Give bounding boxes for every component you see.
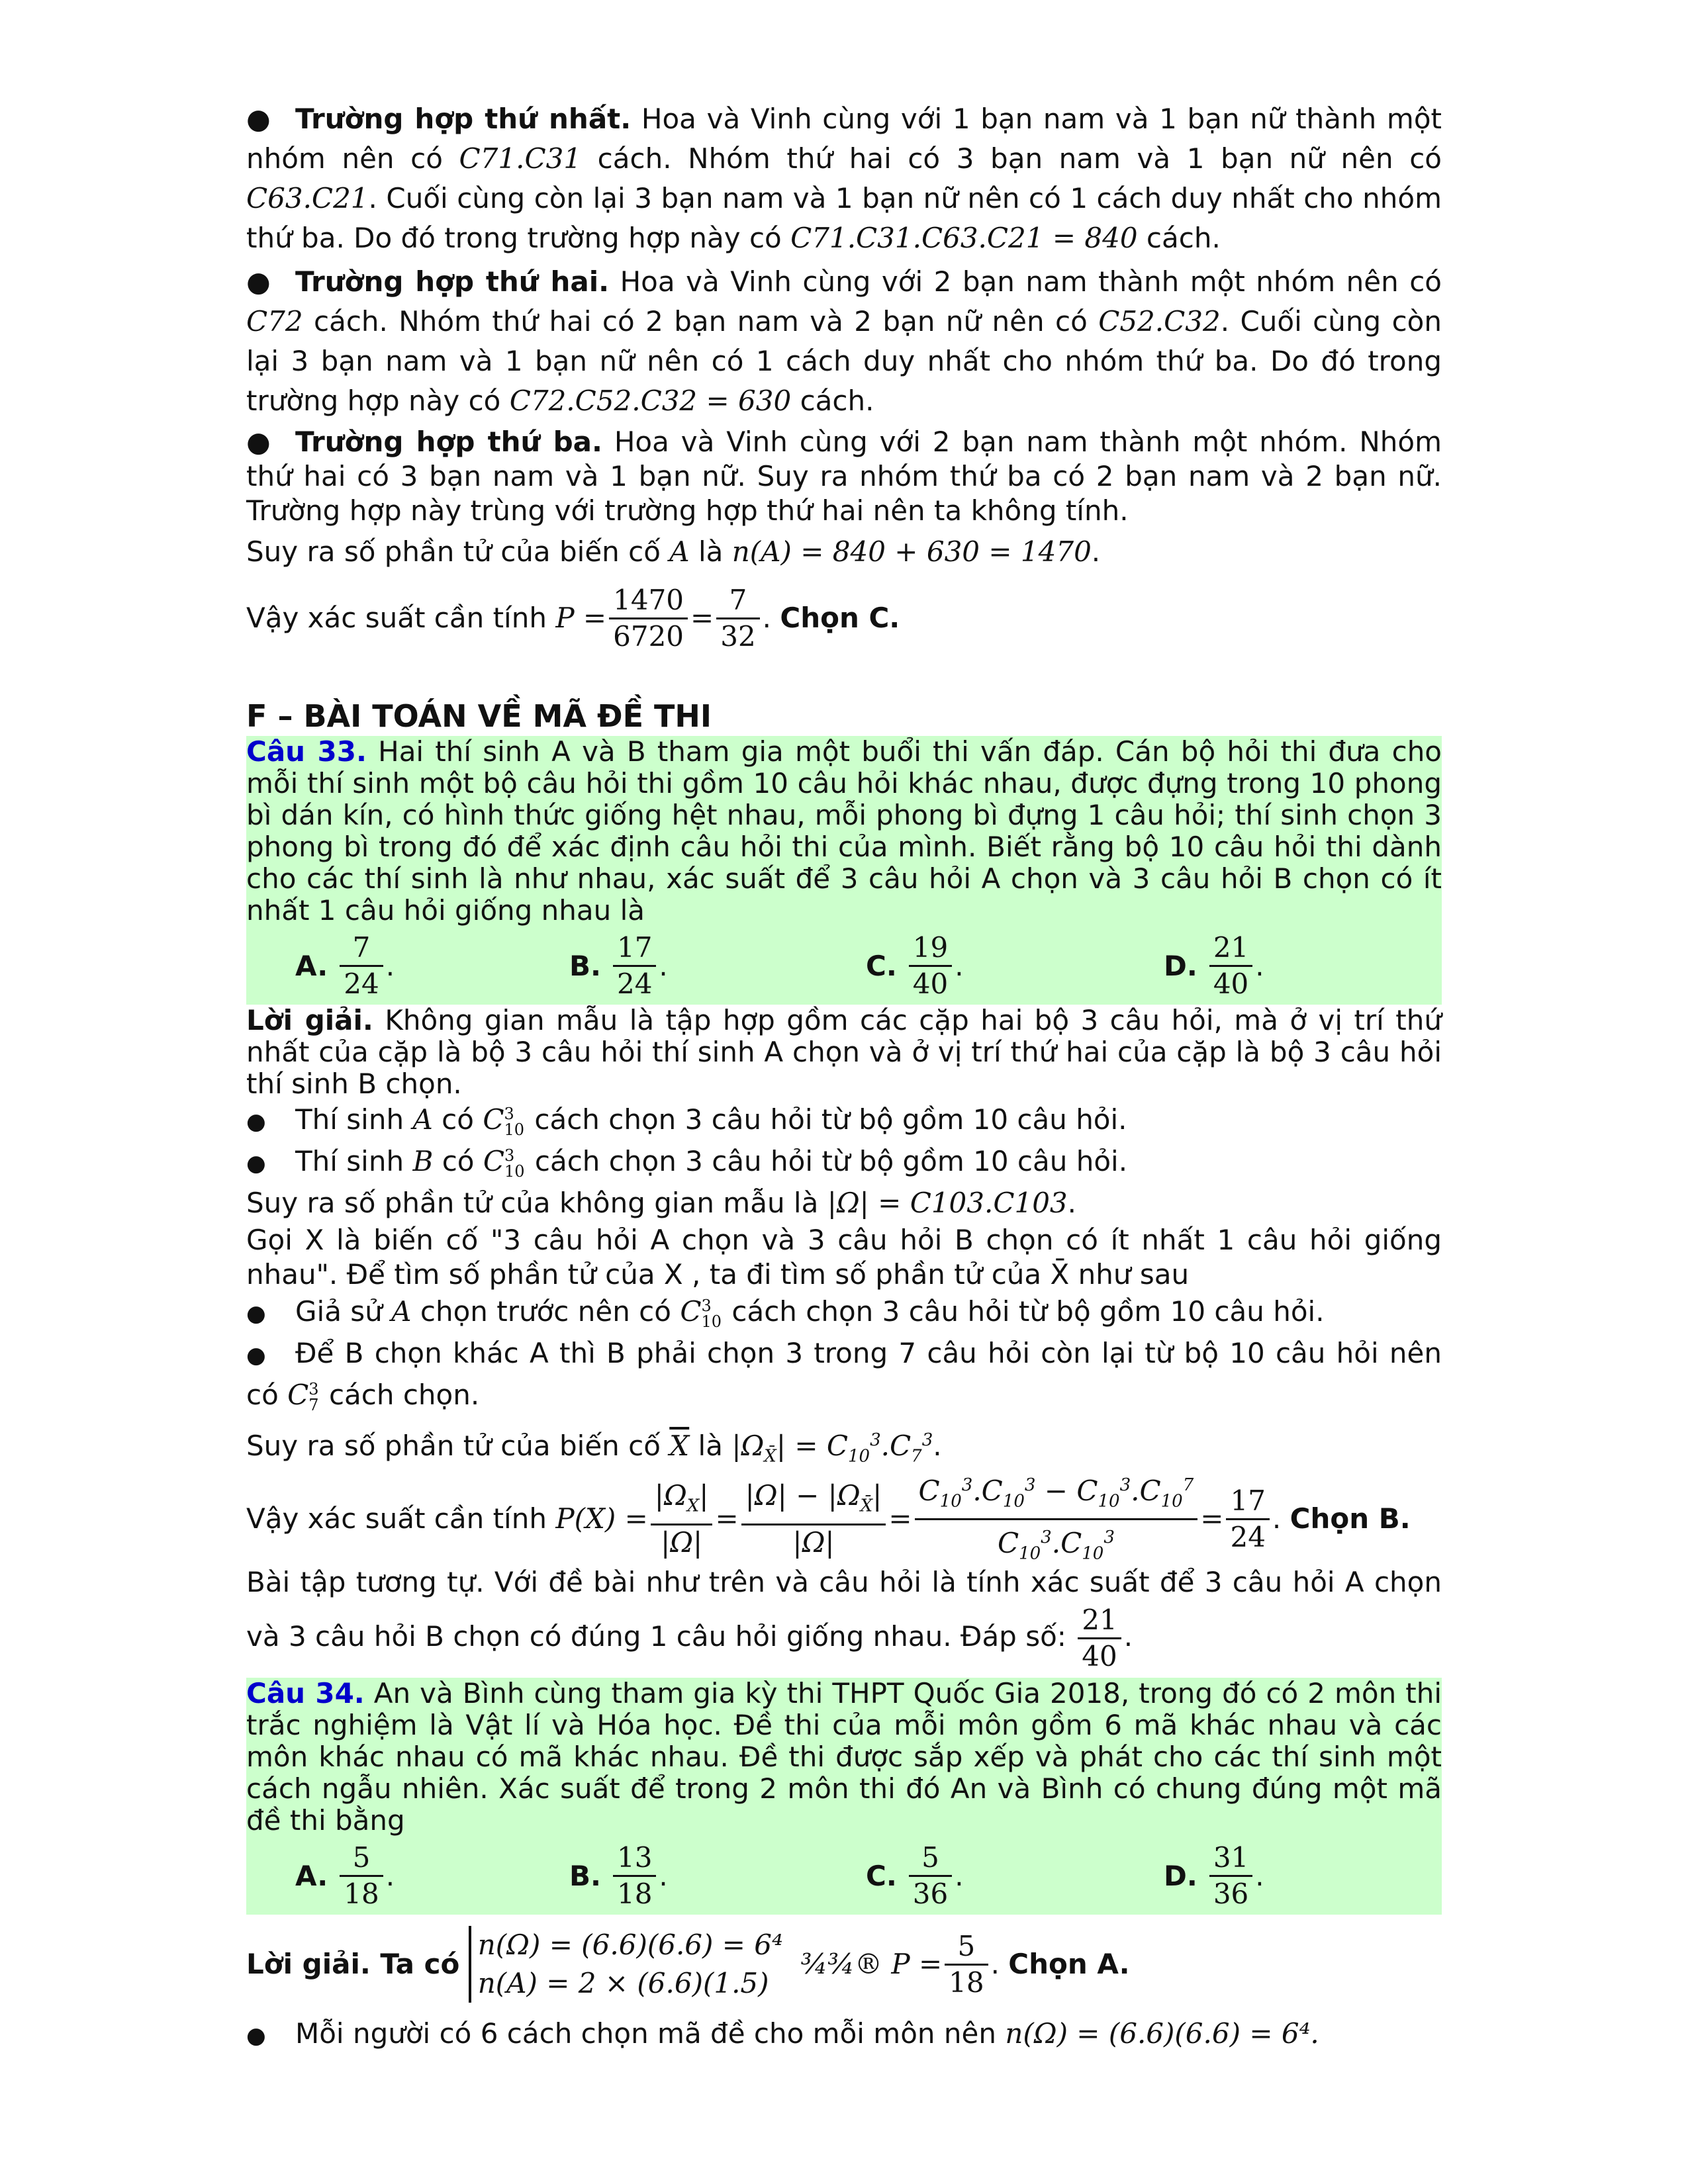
case-one-text-3: . Cuối cùng còn lại 3 bạn nam và 1 bạn nữ nên có 1 cách duy nhất cho nhóm thứ ba. Do đó trong trường hợp này có — [246, 182, 1442, 254]
event-x-text: Gọi X là biến cố "3 câu hỏi A chọn và 3 câu hỏi B chọn có ít nhất 1 câu hỏi giống nhau". Để tìm số phần tử của X , ta đi tìm số phần tử của X̄ như sau — [246, 1224, 1442, 1291]
fraction-denominator: 32 — [720, 619, 756, 653]
solution-34-line: Lời giải. Ta có n(Ω) = (6.6)(6.6) = 6⁴ n(A) = 2 × (6.6)(1.5) ¾¾® P = $\frac{5}{18}$ . Chọn A. — [246, 1915, 1442, 2014]
bullet-text: Để B chọn khác A thì B phải chọn 3 trong 7 câu hỏi còn lại từ bộ 10 câu hỏi nên có — [246, 1337, 1442, 1411]
event-var: A — [669, 535, 690, 568]
solution-33-bullet-2: ● Thí sinh B có C 3 10 cách chọn 3 câu hỏi từ bộ gồm 10 câu hỏi. — [246, 1142, 1442, 1183]
answer-a[interactable]: A. $\frac{5}{18}$ . — [295, 1841, 395, 1910]
case-three-text: Hoa và Vinh cùng với 2 bạn nam thành một nhóm. Nhóm thứ hai có 3 bạn nam và 1 bạn nữ. Suy ra nhóm thứ ba có 2 bạn nam và 2 bạn nữ. Trường hợp này trùng với trường hợp thứ hai nên ta không tính. — [246, 426, 1442, 527]
fraction-numerator: 7 — [340, 931, 383, 967]
sample-space-line: Suy ra số phần tử của không gian mẫu là |Ω| = C103.C103. — [246, 1187, 1077, 1219]
question-34-label: Câu 34. — [246, 1677, 365, 1710]
bullet-text: Giả sử — [295, 1295, 383, 1328]
probability-text: Vậy xác suất cần tính — [246, 1502, 547, 1535]
fraction-denominator: 36 — [912, 1877, 949, 1910]
bullet-var: B — [412, 1145, 434, 1177]
answer-letter: D. — [1164, 1859, 1197, 1892]
case-two-text-3: . Cuối cùng còn lại 3 bạn nam và 1 bạn nữ nên có 1 cách duy nhất cho nhóm thứ ba. Do đó trong trường hợp này có — [246, 305, 1442, 417]
bullet-var: A — [391, 1295, 412, 1328]
fraction-denominator: 40 — [1213, 967, 1249, 1000]
complement-mid: là — [698, 1430, 723, 1462]
answer-letter: C. — [866, 1859, 897, 1892]
case-three-title: Trường hợp thứ ba. — [295, 426, 602, 458]
fraction-denominator: 24 — [616, 967, 653, 1000]
case-two-text-2: cách. Nhóm thứ hai có 2 bạn nam và 2 bạn nữ nên có — [314, 305, 1088, 338]
fraction-denominator: 18 — [344, 1877, 379, 1910]
answer-letter: A. — [295, 1859, 328, 1892]
case-one-formula-1: C71.C31 — [459, 142, 582, 175]
fraction-numerator: 17 — [1226, 1484, 1269, 1520]
sample-space-text: Suy ra số phần tử của không gian mẫu là — [246, 1187, 819, 1219]
case-one-paragraph — [246, 99, 1442, 258]
solution-33-bullet-1: ● Thí sinh A có C 3 10 cách chọn 3 câu hỏi từ bộ gồm 10 câu hỏi. — [246, 1100, 1442, 1142]
question-33-answers — [246, 927, 1442, 1005]
question-33-text — [246, 736, 1442, 927]
question-33-body: Hai thí sinh A và B tham gia một buổi thi vấn đáp. Cán bộ hỏi thi đưa cho mỗi thí sinh một bộ câu hỏi thi gồm 10 câu hỏi khác nhau, được đựng trong 10 phong bì dán kín, có hình thức giống hệt nhau, mỗi phong bì đựng 1 câu hỏi; thí sinh chọn 3 phong bì trong đó để xác định câu hỏi thi của mình. Biết rằng bộ 10 câu hỏi thi dành cho các thí sinh là như nhau, xác suất để 3 câu hỏi A chọn và 3 câu hỏi B chọn có ít nhất 1 câu hỏi giống nhau là — [246, 735, 1442, 927]
equation-line-1: n(Ω) = (6.6)(6.6) = 6⁴ — [477, 1929, 783, 1962]
answer-c[interactable]: C. $\frac{5}{36}$ . — [866, 1841, 964, 1910]
bullet-icon: ● — [246, 1300, 266, 1327]
event-count-formula: n(A) = 840 + 630 = 1470 — [731, 535, 1092, 568]
event-x-definition — [246, 1223, 1442, 1292]
answer-letter: B. — [569, 949, 601, 982]
fraction-denominator: 18 — [949, 1966, 984, 1999]
case-two-text-4: cách. — [800, 385, 874, 417]
answer-letter: A. — [295, 949, 328, 982]
probability-line: Vậy xác suất cần tính P = $\frac{1470}{6720}$ = $\frac{7}{32}$ . Chọn C. — [246, 583, 900, 653]
solution-34-bullet-1 — [246, 2014, 1442, 2056]
fraction-denominator: 24 — [1230, 1520, 1266, 1553]
bullet-icon: ● — [246, 103, 271, 135]
question-34-text — [246, 1678, 1442, 1837]
case-two-formula-3: C72.C52.C32 = 630 — [509, 385, 792, 417]
bullet-text: có — [442, 1145, 475, 1177]
answer-d[interactable]: D. $\frac{31}{36}$ . — [1164, 1841, 1264, 1910]
question-34 — [246, 1678, 1442, 1915]
bullet-text: cách chọn 3 câu hỏi từ bộ gồm 10 câu hỏi. — [534, 1103, 1127, 1136]
answer-letter: B. — [569, 1859, 601, 1892]
bullet-icon: ● — [246, 1150, 266, 1177]
case-one-formula-3: C71.C31.C63.C21 = 840 — [790, 222, 1138, 254]
bullet-text: Thí sinh — [295, 1145, 404, 1177]
similar-text: Bài tập tương tự. Với đề bài như trên và câu hỏi là tính xác suất để 3 câu hỏi A chọn và 3 câu hỏi B chọn có đúng 1 câu hỏi giống nhau. Đáp số: — [246, 1566, 1442, 1653]
solution-33-intro — [246, 1005, 1442, 1100]
similar-exercise: Bài tập tương tự. Với đề bài như trên và câu hỏi là tính xác suất để 3 câu hỏi A chọn và 3 câu hỏi B chọn có đúng 1 câu hỏi giống nhau. Đáp số: $\frac{21}{40}$ . — [246, 1566, 1442, 1673]
answer-d[interactable]: D. $\frac{21}{40}$ . — [1164, 931, 1264, 1000]
answer-choice: Chọn C. — [780, 602, 900, 634]
fraction-numerator: 7 — [716, 583, 759, 619]
fraction-denominator: 6720 — [613, 619, 684, 653]
fraction-denominator: 18 — [616, 1877, 653, 1910]
case-two-formula-2: C52.C32 — [1098, 305, 1221, 338]
fraction-numerator: 13 — [613, 1841, 656, 1877]
fraction-denominator: 40 — [1082, 1640, 1117, 1673]
equation-system — [469, 1926, 783, 2003]
case-three-paragraph — [246, 425, 1442, 528]
bullet-icon: ● — [246, 2023, 266, 2050]
case-two-paragraph — [246, 262, 1442, 421]
complement-text: Suy ra số phần tử của biến cố — [246, 1430, 661, 1462]
answer-b[interactable]: B. $\frac{13}{18}$ . — [569, 1841, 668, 1910]
bullet-text: cách chọn. — [328, 1379, 480, 1411]
bullet-icon: ● — [246, 1342, 266, 1369]
question-34-body: An và Bình cùng tham gia kỳ thi THPT Quốc Gia 2018, trong đó có 2 môn thi trắc nghiệm là Vật lí và Hóa học. Đề thi của mỗi môn gồm 6 mã khác nhau và các môn khác nhau có mã khác nhau. Đề thi được sắp xếp và phát cho các thí sinh một cách ngẫu nhiên. Xác suất để trong 2 môn thi đó An và Bình có chung đúng một mã đề thi bằng — [246, 1677, 1442, 1837]
complement-count-line: Suy ra số phần tử của biến cố $\overline{X}$ là $|\Omega_{X̄}| = C_{10}^3.C_7^3$. — [246, 1430, 942, 1467]
answer-a[interactable]: A. $\frac{7}{24}$ . — [295, 931, 395, 1000]
fraction-numerator: 5 — [340, 1841, 383, 1877]
event-mid: là — [698, 535, 724, 568]
sample-space-formula: |Ω| = C103.C103 — [827, 1187, 1068, 1219]
bullet-text: Thí sinh — [295, 1103, 404, 1136]
bullet-icon: ● — [246, 426, 271, 458]
fraction-numerator: 5 — [909, 1841, 952, 1877]
fraction-numerator: 21 — [1209, 931, 1252, 967]
event-count-line — [246, 532, 1442, 572]
answer-letter: C. — [866, 949, 897, 982]
bullet-text: cách chọn 3 câu hỏi từ bộ gồm 10 câu hỏi. — [534, 1145, 1128, 1177]
case-two-text-1: Hoa và Vinh cùng với 2 bạn nam thành một nhóm nên có — [620, 265, 1442, 298]
answer-choice: Chọn B. — [1289, 1502, 1411, 1535]
solution-intro-text: Không gian mẫu là tập hợp gồm các cặp hai bộ 3 câu hỏi, mà ở vị trí thứ nhất của cặp là bộ 3 câu hỏi thí sinh A chọn và ở vị trí thứ hai của cặp là bộ 3 câu hỏi thí sinh B chọn. — [246, 1004, 1442, 1100]
page — [246, 99, 1442, 2056]
bullet-text: cách chọn 3 câu hỏi từ bộ gồm 10 câu hỏi. — [731, 1295, 1325, 1328]
solution-label: Lời giải. Ta có — [246, 1948, 460, 1981]
case-two-title: Trường hợp thứ hai. — [295, 265, 610, 298]
bullet-icon: ● — [246, 265, 271, 298]
answer-letter: D. — [1164, 949, 1197, 982]
probability-fraction — [609, 583, 688, 654]
bullet-text: chọn trước nên có — [420, 1295, 671, 1328]
probability-text: Vậy xác suất cần tính — [246, 602, 547, 634]
answer-choice: Chọn A. — [1008, 1948, 1130, 1981]
bullet-text: Mỗi người có 6 cách chọn mã đề cho mỗi môn nên — [295, 2017, 996, 2050]
solution-label: Lời giải. — [246, 1004, 373, 1036]
case-one-text-2: cách. Nhóm thứ hai có 3 bạn nam và 1 bạn nữ nên có — [597, 142, 1442, 175]
section-title: F – BÀI TOÁN VỀ MÃ ĐỀ THI — [246, 698, 712, 734]
case-two-formula-1: C72 — [246, 305, 303, 338]
bullet-formula: n(Ω) = (6.6)(6.6) = 6⁴. — [1005, 2017, 1319, 2050]
case-one-text-1: Hoa và Vinh cùng với 1 bạn nam và 1 bạn nữ thành một nhóm nên có — [246, 103, 1442, 175]
probability-fraction-reduced — [716, 583, 759, 654]
case-one-text-4: cách. — [1146, 222, 1221, 254]
fraction-denominator: 40 — [912, 967, 949, 1000]
probability-33-line: Vậy xác suất cần tính P(X) = $\frac{|\Omega_X|}{|\Omega|}$ = $\frac{|\Omega| - |\Omega_{X̄}|}{|\Omega|}$ = $\frac{C_{10}^3.C_{10}^3 - C_{10}^3.C_{10}^7}{C_{10}^3.C_{10}^3}$ = $\frac{17}{24}$ . Chọn B. — [246, 1476, 1442, 1562]
question-33-label: Câu 33. — [246, 735, 367, 768]
solution-33-bullet-3: ● Giả sử A chọn trước nên có C 3 10 cách chọn 3 câu hỏi từ bộ gồm 10 câu hỏi. — [246, 1292, 1442, 1334]
bullet-icon: ● — [246, 1109, 266, 1135]
bullet-text: có — [442, 1103, 474, 1136]
fraction-denominator: 24 — [344, 967, 379, 1000]
fraction-denominator: 36 — [1213, 1877, 1249, 1910]
question-33 — [246, 736, 1442, 1005]
answer-b[interactable]: B. $\frac{17}{24}$ . — [569, 931, 668, 1000]
case-one-title: Trường hợp thứ nhất. — [295, 103, 632, 135]
event-count-text: Suy ra số phần tử của biến cố — [246, 535, 661, 568]
bullet-var: A — [412, 1103, 433, 1136]
fraction-numerator: 1470 — [609, 583, 688, 619]
implies-arrow: ¾¾® P = — [800, 1948, 943, 1981]
question-34-answers — [246, 1837, 1442, 1915]
fraction-numerator: 17 — [613, 931, 656, 967]
event-end: . — [1091, 535, 1101, 568]
equation-line-2: n(A) = 2 × (6.6)(1.5) — [477, 1967, 769, 2000]
case-one-formula-2: C63.C21 — [246, 182, 369, 214]
probability-lhs: P = — [555, 602, 607, 634]
solution-33-bullet-4: ● Để B chọn khác A thì B phải chọn 3 trong 7 câu hỏi còn lại từ bộ 10 câu hỏi nên có C 3 7 cách chọn. — [246, 1337, 1442, 1414]
fraction-numerator: 5 — [945, 1929, 988, 1966]
fraction-numerator: 31 — [1209, 1841, 1252, 1877]
fraction-numerator: 21 — [1078, 1603, 1121, 1639]
answer-c[interactable]: C. $\frac{19}{40}$ . — [866, 931, 964, 1000]
fraction-numerator: 19 — [909, 931, 952, 967]
